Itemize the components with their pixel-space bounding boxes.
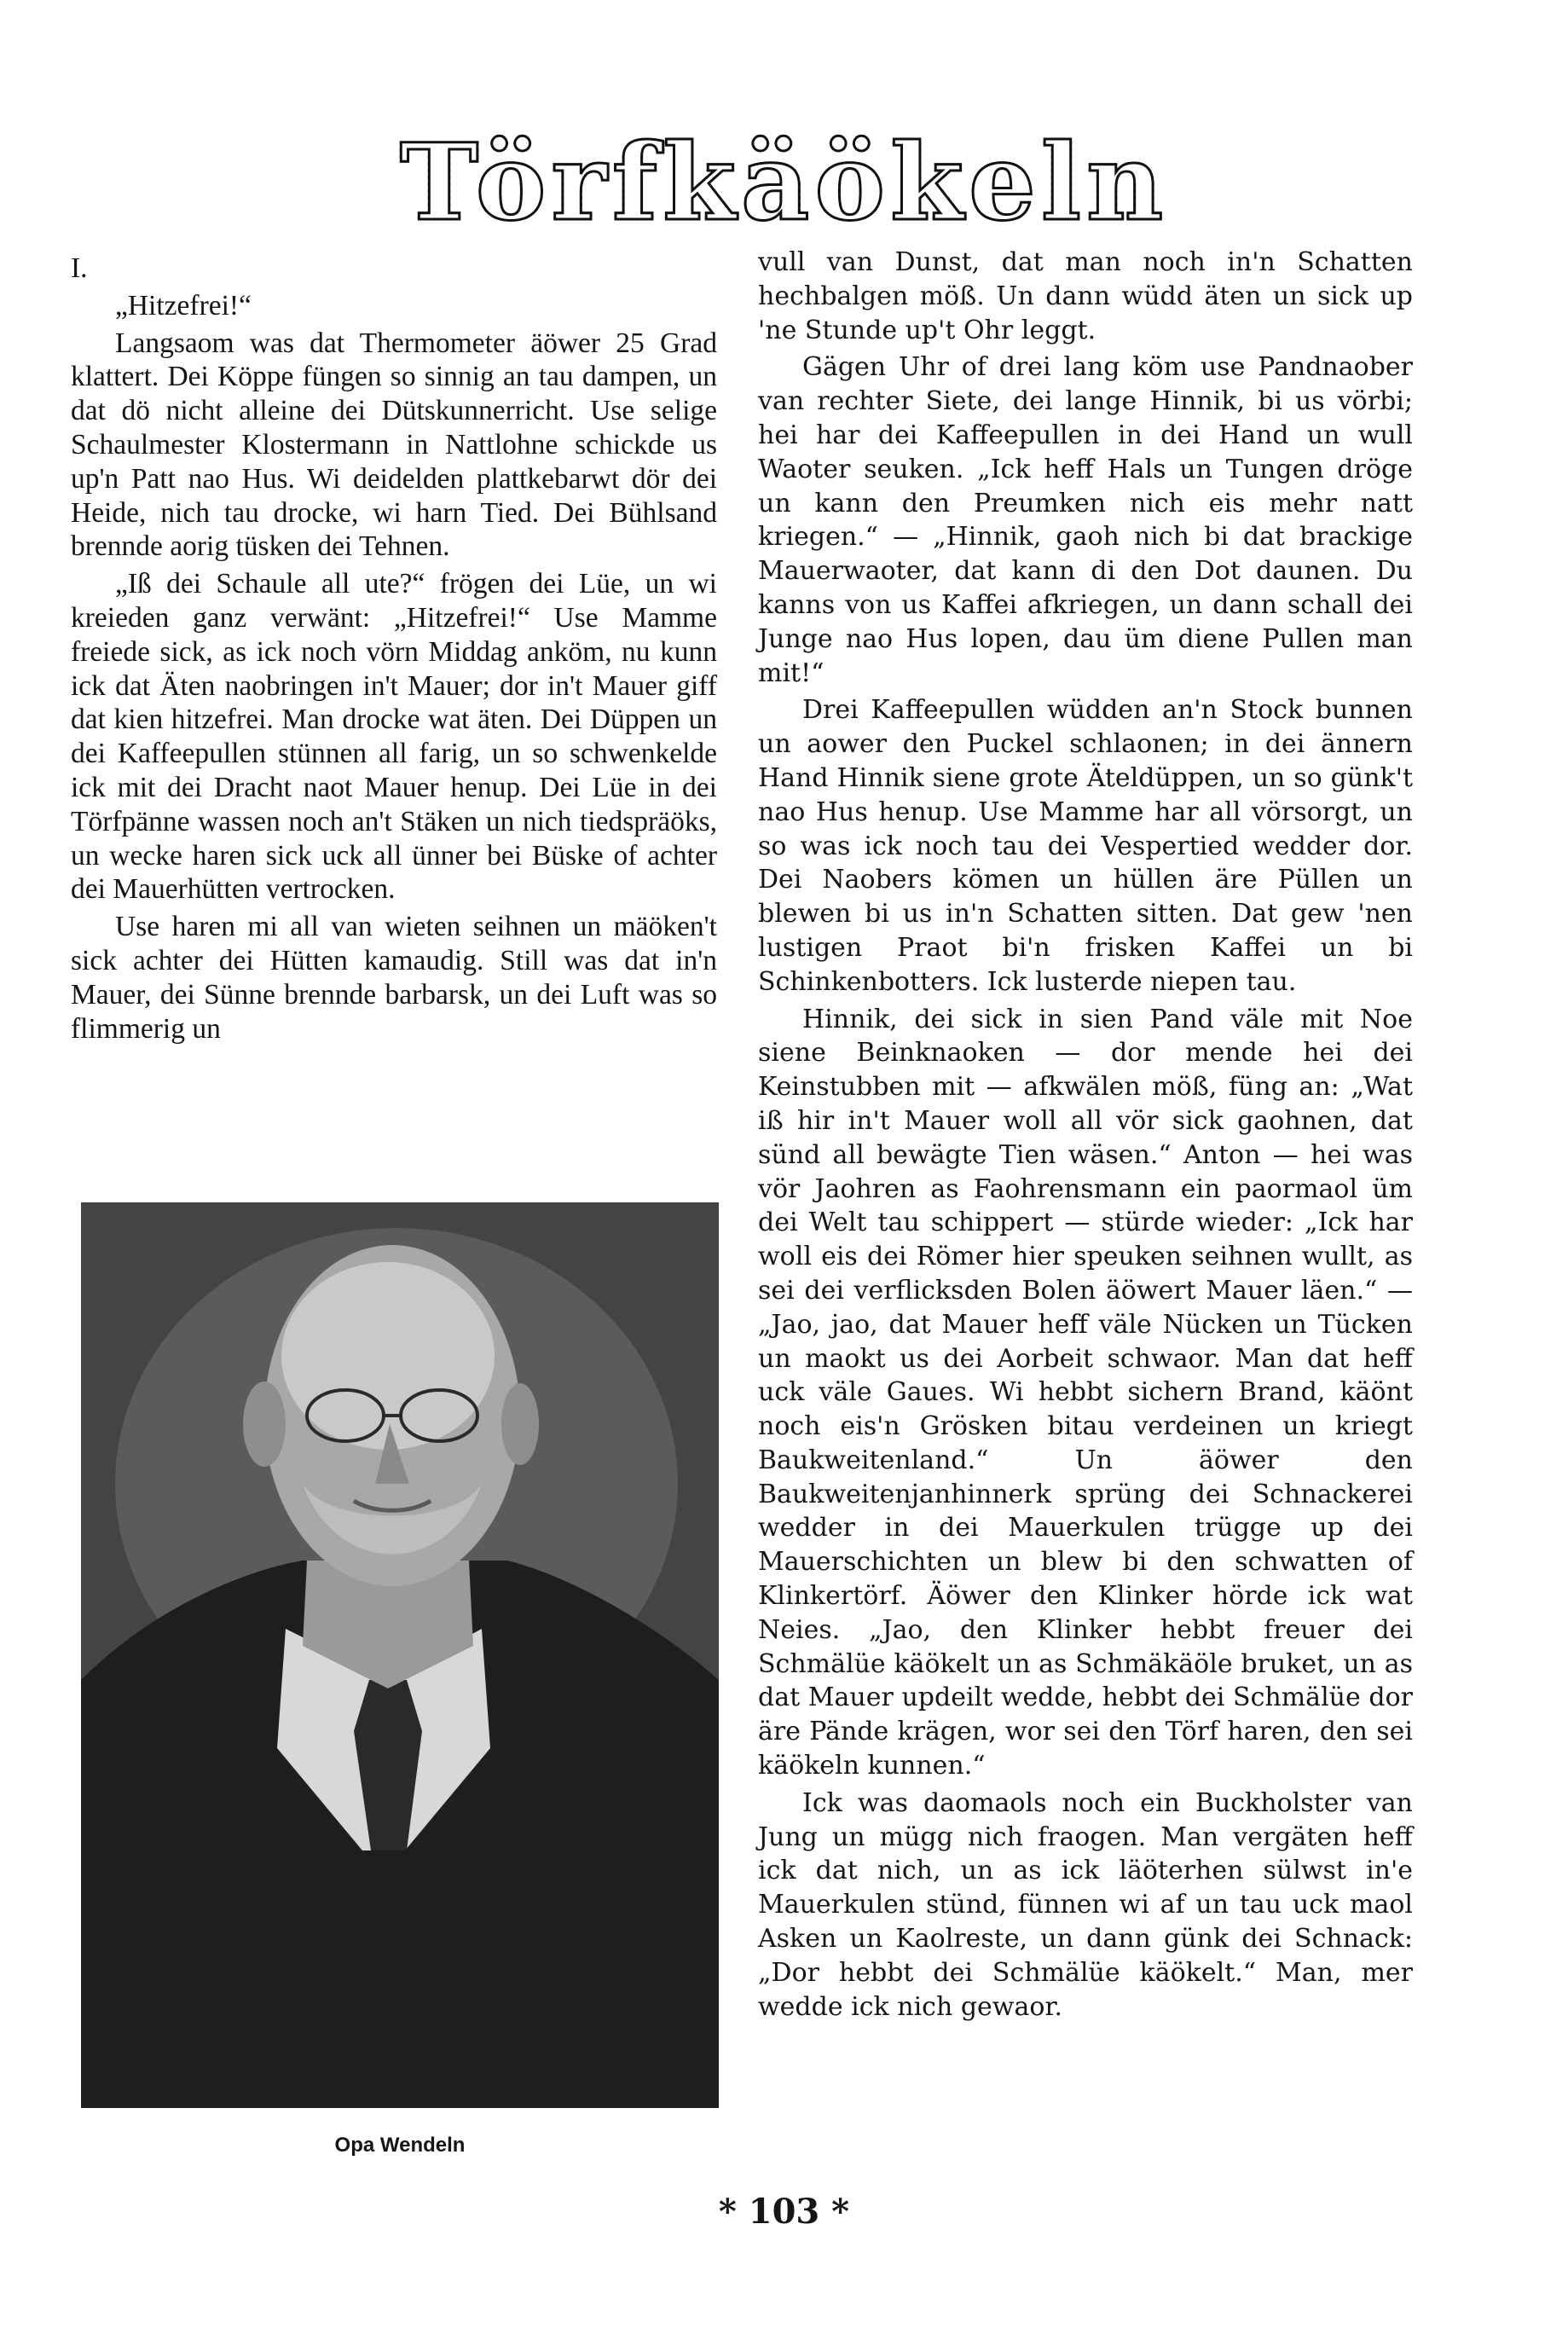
paragraph: „Hitzefrei!“ (115, 289, 252, 321)
paragraph: Langsaom was dat Thermometer äöwer 25 Grad klattert. Dei Köppe füngen so sinnig an tau dampen, un dat dö nicht alleine dei Dütskunnerricht. Use selige Schaulmester Klostermann in Nattlohne schickde us up'n Patt nao Hus. Wi deidelden plattkebarwt dör dei Heide, nich tau drocke, wi harn Tied. Dei Bühlsand brennde aorig tüsken dei Tehnen. (71, 327, 717, 563)
paragraph: Ick was daomaols noch ein Buckholster van Jung un mügg nich fraogen. Man vergäten heff ick dat nich, un as ick läöterhen sülwst in'e Mauerkulen stünd, fünnen wi af un tau uck maol Asken un Kaolreste, un dann günk dei Schnack: „Dor hebbt dei Schmälüe käökelt.“ Man, mer wedde ick nich gewaor. (758, 1787, 1413, 2022)
left-column (71, 252, 717, 1049)
paragraph: Gägen Uhr of drei lang köm use Pandnaober van rechter Siete, dei lange Hinnik, bi us vörbi; hei har dei Kaffeepullen in dei Hand un wull Waoter seuken. „Ick heff Hals un Tungen dröge un kann den Preumken nich eis mehr natt kriegen.“ — „Hinnik, gaoh nich bi dat brackige Mauerwaoter, dat kann di den Dot daunen. Du kanns von us Kaffei afkriegen, un dann schall dei Junge nao Hus lopen, dau üm diene Pullen man mit!“ (758, 352, 1413, 688)
portrait-illustration (81, 1202, 719, 2108)
article-title: Törfkäökeln (0, 128, 1568, 239)
portrait-photo (81, 1202, 719, 2108)
page-number: * 103 * (718, 2192, 850, 2232)
section-number: I. (71, 252, 88, 284)
paragraph: Drei Kaffeepullen wüdden an'n Stock bunnen un aower den Puckel schlaonen; in dei ännern Hand Hinnik siene grote Äteldüppen, un so günk't nao Hus henup. Use Mamme har all vörsorgt, un so was ick noch tau dei Vespertied wedder dor. Dei Naobers kömen un hüllen äre Püllen un blewen bi us in'n Schatten sitten. Dat gew 'nen lustigen Praot bi'n frisken Kaffei un bi Schinkenbotters. Ick lusterde niepen tau. (758, 695, 1413, 997)
paragraph: Use haren mi all van wieten seihnen un mäöken't sick achter dei Hütten kamaudig. Still was dat in'n Mauer, dei Sünne brennde barbarsk, un dei Luft was so flimmerig un (71, 911, 717, 1045)
paragraph: „Iß dei Schaule all ute?“ frögen dei Lüe, un wi kreieden ganz verwänt: „Hitzefrei!“ Use Mamme freiede sick, as ick noch vörn Middag anköm, nu kunn ick dat Äten naobringen in't Mauer; dor in't Mauer giff dat kien hitzefrei. Man drocke wat äten. Dei Düppen un dei Kaffeepullen stünnen all farig, un so schwenkelde ick mit dei Dracht naot Mauer henup. Dei Lüe in dei Törfpänne wassen noch an't Stäken un nich tiedspräöks, un wecke haren sick uck all ünner bei Büske of achter dei Mauerhütten vertrocken. (71, 568, 717, 906)
photo-caption: Opa Wendeln (334, 2134, 466, 2157)
paragraph: vull van Dunst, dat man noch in'n Schatten hechbalgen möß. Un dann wüdd äten un sick up 'ne Stunde up't Ohr leggt. (758, 247, 1413, 345)
paragraph: Hinnik, dei sick in sien Pand väle mit Noe siene Beinknaoken — dor mende hei dei Keinstubben mit — afkwälen möß, füng an: „Wat iß hir in't Mauer woll all vör sick gaohnen, dat sünd all bewägte Tien wäsen.“ Anton — hei was vör Jaohren as Faohrensmann ein paormaol üm dei Welt tau schippert — stürde wieder: „Ick har woll eis dei Römer hier speuken seihnen wullt, as sei dei verflicksden Bolen äöwert Mauer läen.“ — „Jao, jao, dat Mauer heff väle Nücken un Tücken un maokt us dei Aorbeit schwaor. Man dat heff uck väle Gaues. Wi hebbt sichern Brand, käönt noch eis'n Grösken bitau verdeinen un kriegt Baukweitenland.“ Un äöwer den Baukweitenjanhinnerk sprüng dei Schnackerei wedder in dei Mauerkulen trügge up dei Mauerschichten un blew bi den schwatten of Klinkertörf. Äöwer den Klinker hörde ick wat Neies. „Jao, den Klinker hebbt freuer dei Schmälüe käökelt un as Schmäkäöle bruket, un as dat Mauer updeilt wedde, hebbt dei Schmälüe dor äre Pände krägen, wor sei den Törf haren, den sei käökeln kunnen.“ (758, 1004, 1413, 1781)
right-column (758, 246, 1413, 2027)
